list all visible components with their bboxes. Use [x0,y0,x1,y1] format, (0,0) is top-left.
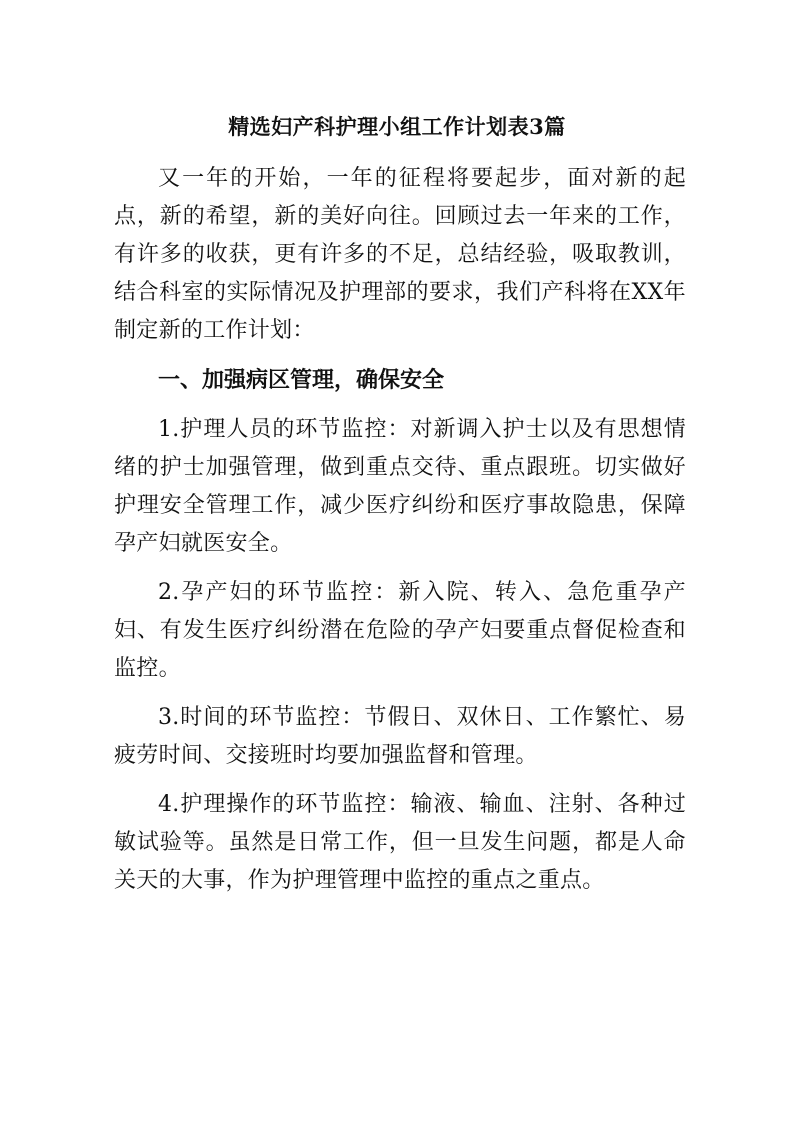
list-item: 1.护理人员的环节监控：对新调入护士以及有思想情绪的护士加强管理，做到重点交待、重点跟班。切实做好护理安全管理工作，减少医疗纠纷和医疗事故隐患，保障孕产妇就医安全。 [114,417,686,556]
list-item: 2.孕产妇的环节监控：新入院、转入、急危重孕产妇、有发生医疗纠纷潜在危险的孕产妇要重点督促检查和监控。 [114,580,686,681]
list-item: 3.时间的环节监控：节假日、双休日、工作繁忙、易疲劳时间、交接班时均要加强监督和管理。 [114,705,686,768]
document-title: 精选妇产科护理小组工作计划表3篇 [228,114,566,139]
intro-paragraph: 又一年的开始，一年的征程将要起步，面对新的起点，新的希望，新的美好向往。回顾过去一年来的工作，有许多的收获，更有许多的不足，总结经验，吸取教训，结合科室的实际情况及护理部的要求，我们产科将在XX年制定新的工作计划： [114,166,686,343]
document-body [114,160,686,911]
section-heading: 一、加强病区管理，确保安全 [158,367,445,393]
list-item: 4.护理操作的环节监控：输液、输血、注射、各种过敏试验等。虽然是日常工作，但一旦发生问题，都是人命关天的大事，作为护理管理中监控的重点之重点。 [114,792,686,893]
